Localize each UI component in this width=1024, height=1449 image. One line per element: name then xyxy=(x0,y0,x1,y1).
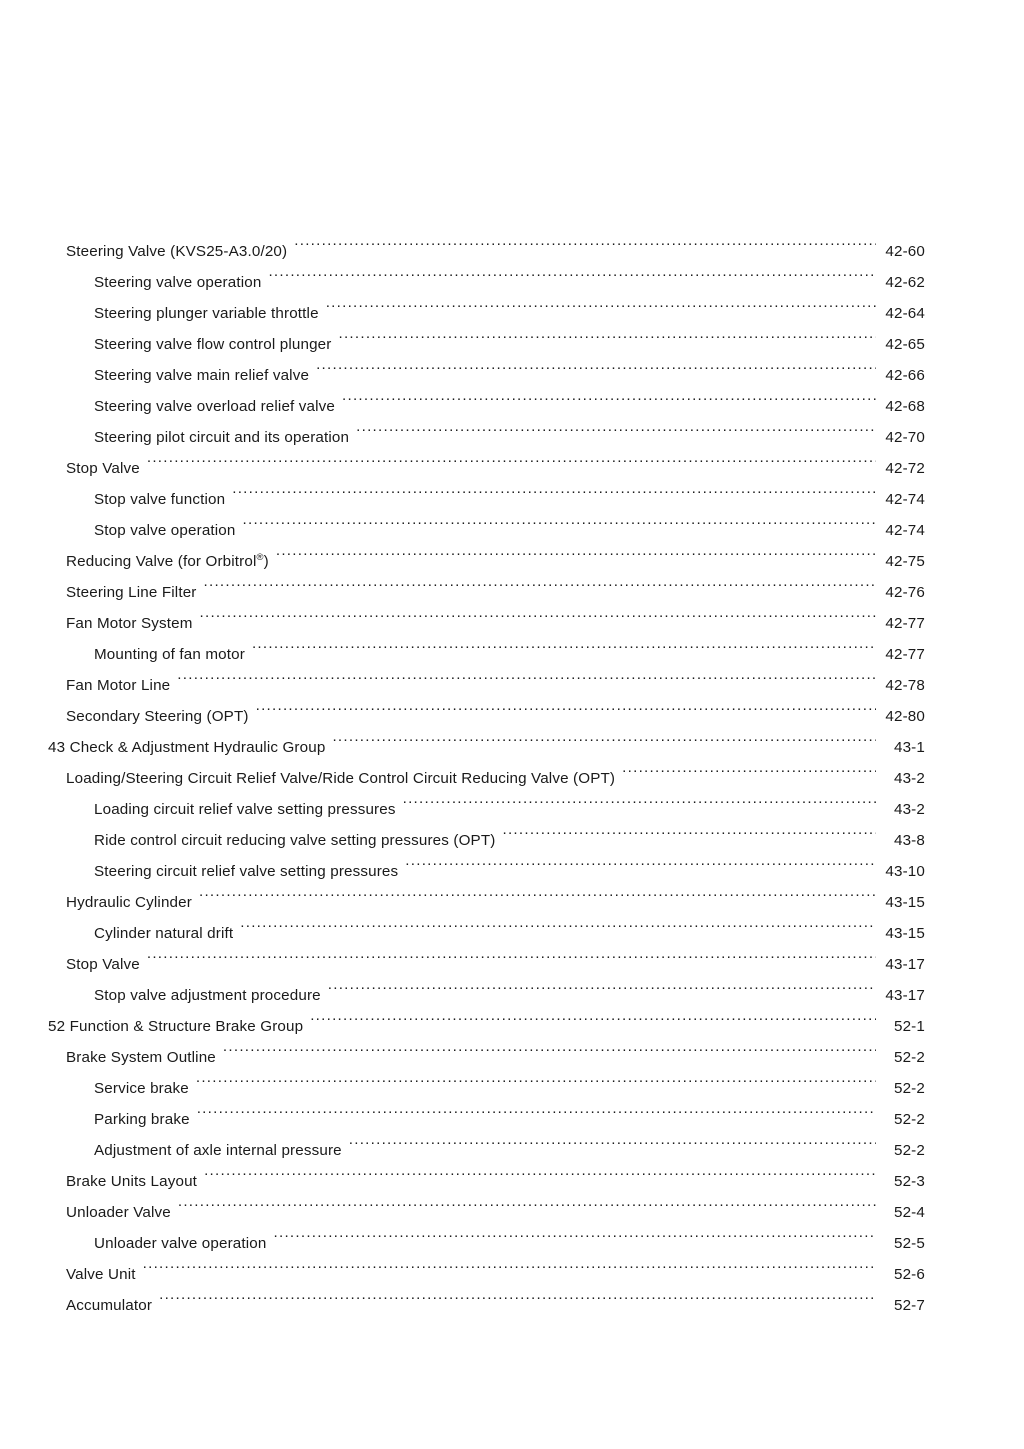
toc-entry-page-number: 42-62 xyxy=(885,274,925,291)
toc-entry[interactable] xyxy=(0,1135,1024,1166)
toc-entry[interactable] xyxy=(0,1290,1024,1321)
table-of-contents xyxy=(0,236,1024,1321)
toc-entry[interactable] xyxy=(0,918,1024,949)
toc-entry-page-number: 43-15 xyxy=(885,925,925,942)
toc-entry[interactable] xyxy=(0,887,1024,918)
toc-entry-page-number: 52-2 xyxy=(893,1111,925,1128)
toc-entry-title: Reducing Valve (for Orbitrol®) xyxy=(66,550,269,570)
toc-entry-page-number: 43-17 xyxy=(885,956,925,973)
toc-entry[interactable] xyxy=(0,360,1024,391)
toc-dot-leader xyxy=(240,923,876,938)
toc-entry-page-number: 42-78 xyxy=(885,677,925,694)
toc-entry[interactable] xyxy=(0,577,1024,608)
toc-entry[interactable] xyxy=(0,391,1024,422)
toc-entry-title: Stop Valve xyxy=(66,956,140,973)
toc-dot-leader xyxy=(232,489,876,504)
toc-entry-page-number: 42-65 xyxy=(885,336,925,353)
toc-entry-page-number: 52-5 xyxy=(893,1235,925,1252)
toc-entry-page-number: 42-72 xyxy=(885,460,925,477)
toc-entry[interactable] xyxy=(0,825,1024,856)
toc-entry-page-number: 42-66 xyxy=(885,367,925,384)
toc-dot-leader xyxy=(204,1171,876,1186)
toc-entry-title: Stop Valve xyxy=(66,460,140,477)
toc-dot-leader xyxy=(252,644,876,659)
toc-entry-title: Cylinder natural drift xyxy=(94,925,234,942)
toc-entry-page-number: 43-2 xyxy=(893,801,925,818)
toc-entry-title: Steering valve flow control plunger xyxy=(94,336,332,353)
toc-entry[interactable] xyxy=(0,329,1024,360)
toc-dot-leader xyxy=(204,582,876,597)
toc-dot-leader xyxy=(310,1016,876,1031)
toc-entry-page-number: 42-68 xyxy=(885,398,925,415)
toc-entry-title: 43 Check & Adjustment Hydraulic Group xyxy=(48,739,326,756)
toc-dot-leader xyxy=(199,892,876,907)
toc-dot-leader xyxy=(147,954,876,969)
toc-entry[interactable] xyxy=(0,515,1024,546)
toc-entry[interactable] xyxy=(0,1197,1024,1228)
toc-entry-page-number: 43-2 xyxy=(893,770,925,787)
toc-dot-leader xyxy=(177,675,876,690)
toc-entry-title: Brake Units Layout xyxy=(66,1173,198,1190)
toc-entry[interactable] xyxy=(0,267,1024,298)
toc-entry[interactable] xyxy=(0,546,1024,577)
toc-entry-page-number: 43-10 xyxy=(885,863,925,880)
toc-entry-title: Steering circuit relief valve setting pressures xyxy=(94,863,399,880)
toc-dot-leader xyxy=(159,1295,876,1310)
toc-entry-title: Stop valve function xyxy=(94,491,226,508)
toc-dot-leader xyxy=(349,1140,876,1155)
toc-entry-title: Stop valve adjustment procedure xyxy=(94,987,321,1004)
toc-entry-title: Unloader Valve xyxy=(66,1204,171,1221)
toc-entry[interactable] xyxy=(0,1166,1024,1197)
toc-entry[interactable] xyxy=(0,856,1024,887)
toc-entry-page-number: 43-15 xyxy=(885,894,925,911)
toc-entry-page-number: 42-75 xyxy=(885,553,925,570)
toc-entry[interactable] xyxy=(0,639,1024,670)
toc-dot-leader xyxy=(326,303,876,318)
toc-entry-page-number: 52-2 xyxy=(893,1142,925,1159)
toc-entry-page-number: 42-80 xyxy=(885,708,925,725)
toc-entry-title: Steering valve operation xyxy=(94,274,262,291)
toc-entry-title: Secondary Steering (OPT) xyxy=(66,708,249,725)
toc-entry[interactable] xyxy=(0,236,1024,267)
toc-dot-leader xyxy=(197,1109,876,1124)
toc-entry-title: Service brake xyxy=(94,1080,189,1097)
toc-entry-title: Steering valve main relief valve xyxy=(94,367,310,384)
toc-entry-page-number: 42-74 xyxy=(885,491,925,508)
toc-entry[interactable] xyxy=(0,453,1024,484)
toc-entry-page-number: 42-76 xyxy=(885,584,925,601)
toc-entry-page-number: 52-2 xyxy=(893,1080,925,1097)
toc-entry[interactable] xyxy=(0,484,1024,515)
toc-dot-leader xyxy=(268,272,876,287)
toc-entry-title: Loading circuit relief valve setting pressures xyxy=(94,801,396,818)
toc-entry-page-number: 52-2 xyxy=(893,1049,925,1066)
toc-entry-title: Steering Valve (KVS25-A3.0/20) xyxy=(66,243,288,260)
toc-dot-leader xyxy=(276,551,876,566)
toc-dot-leader xyxy=(502,830,876,845)
toc-entry[interactable] xyxy=(0,1259,1024,1290)
toc-entry-page-number: 52-3 xyxy=(893,1173,925,1190)
toc-dot-leader xyxy=(332,737,876,752)
toc-entry-title: Stop valve operation xyxy=(94,522,236,539)
toc-entry[interactable] xyxy=(0,763,1024,794)
toc-dot-leader xyxy=(342,396,876,411)
toc-entry[interactable] xyxy=(0,794,1024,825)
toc-entry-page-number: 43-8 xyxy=(893,832,925,849)
toc-entry-title: Fan Motor System xyxy=(66,615,193,632)
toc-entry-page-number: 52-4 xyxy=(893,1204,925,1221)
toc-entry-title: Unloader valve operation xyxy=(94,1235,267,1252)
toc-dot-leader xyxy=(403,799,876,814)
toc-dot-leader xyxy=(200,613,877,628)
toc-entry-page-number: 43-1 xyxy=(893,739,925,756)
toc-dot-leader xyxy=(274,1233,876,1248)
toc-dot-leader xyxy=(622,768,876,783)
toc-entry-page-number: 52-6 xyxy=(893,1266,925,1283)
toc-entry-title: Valve Unit xyxy=(66,1266,136,1283)
toc-entry-page-number: 42-64 xyxy=(885,305,925,322)
toc-entry-page-number: 42-70 xyxy=(885,429,925,446)
toc-entry[interactable] xyxy=(0,980,1024,1011)
toc-entry-title: 52 Function & Structure Brake Group xyxy=(48,1018,304,1035)
toc-entry-title: Brake System Outline xyxy=(66,1049,216,1066)
toc-dot-leader xyxy=(243,520,876,535)
toc-entry-page-number: 42-74 xyxy=(885,522,925,539)
toc-entry-page-number: 52-1 xyxy=(893,1018,925,1035)
toc-entry-page-number: 42-77 xyxy=(885,646,925,663)
toc-dot-leader xyxy=(143,1264,876,1279)
toc-dot-leader xyxy=(178,1202,876,1217)
toc-dot-leader xyxy=(196,1078,876,1093)
toc-entry[interactable] xyxy=(0,422,1024,453)
toc-dot-leader xyxy=(294,241,876,256)
toc-entry-title: Hydraulic Cylinder xyxy=(66,894,192,911)
toc-dot-leader xyxy=(256,706,876,721)
toc-entry[interactable] xyxy=(0,1073,1024,1104)
toc-entry-title: Adjustment of axle internal pressure xyxy=(94,1142,342,1159)
toc-entry-page-number: 43-17 xyxy=(885,987,925,1004)
toc-dot-leader xyxy=(328,985,876,1000)
toc-entry-title: Fan Motor Line xyxy=(66,677,171,694)
toc-entry-title: Ride control circuit reducing valve setting pressures (OPT) xyxy=(94,832,496,849)
toc-entry-title: Steering valve overload relief valve xyxy=(94,398,336,415)
toc-dot-leader xyxy=(405,861,876,876)
toc-entry-title: Loading/Steering Circuit Relief Valve/Ride Control Circuit Reducing Valve (OPT) xyxy=(66,770,616,787)
toc-entry-title: Mounting of fan motor xyxy=(94,646,245,663)
toc-entry[interactable] xyxy=(0,1104,1024,1135)
toc-entry[interactable] xyxy=(0,1228,1024,1259)
toc-entry[interactable] xyxy=(0,1042,1024,1073)
toc-dot-leader xyxy=(356,427,876,442)
toc-entry[interactable] xyxy=(0,1011,1024,1042)
toc-entry-title: Steering plunger variable throttle xyxy=(94,305,319,322)
toc-entry-title: Parking brake xyxy=(94,1111,190,1128)
toc-entry[interactable] xyxy=(0,949,1024,980)
toc-entry[interactable] xyxy=(0,298,1024,329)
toc-entry[interactable] xyxy=(0,701,1024,732)
toc-dot-leader xyxy=(338,334,876,349)
toc-entry[interactable] xyxy=(0,670,1024,701)
toc-entry[interactable] xyxy=(0,608,1024,639)
toc-entry[interactable] xyxy=(0,732,1024,763)
toc-entry-page-number: 42-60 xyxy=(885,243,925,260)
toc-dot-leader xyxy=(147,458,876,473)
toc-entry-title: Steering pilot circuit and its operation xyxy=(94,429,350,446)
toc-entry-title: Accumulator xyxy=(66,1297,153,1314)
toc-entry-title: Steering Line Filter xyxy=(66,584,197,601)
toc-entry-page-number: 42-77 xyxy=(885,615,925,632)
toc-entry-page-number: 52-7 xyxy=(893,1297,925,1314)
toc-dot-leader xyxy=(316,365,876,380)
toc-dot-leader xyxy=(223,1047,876,1062)
